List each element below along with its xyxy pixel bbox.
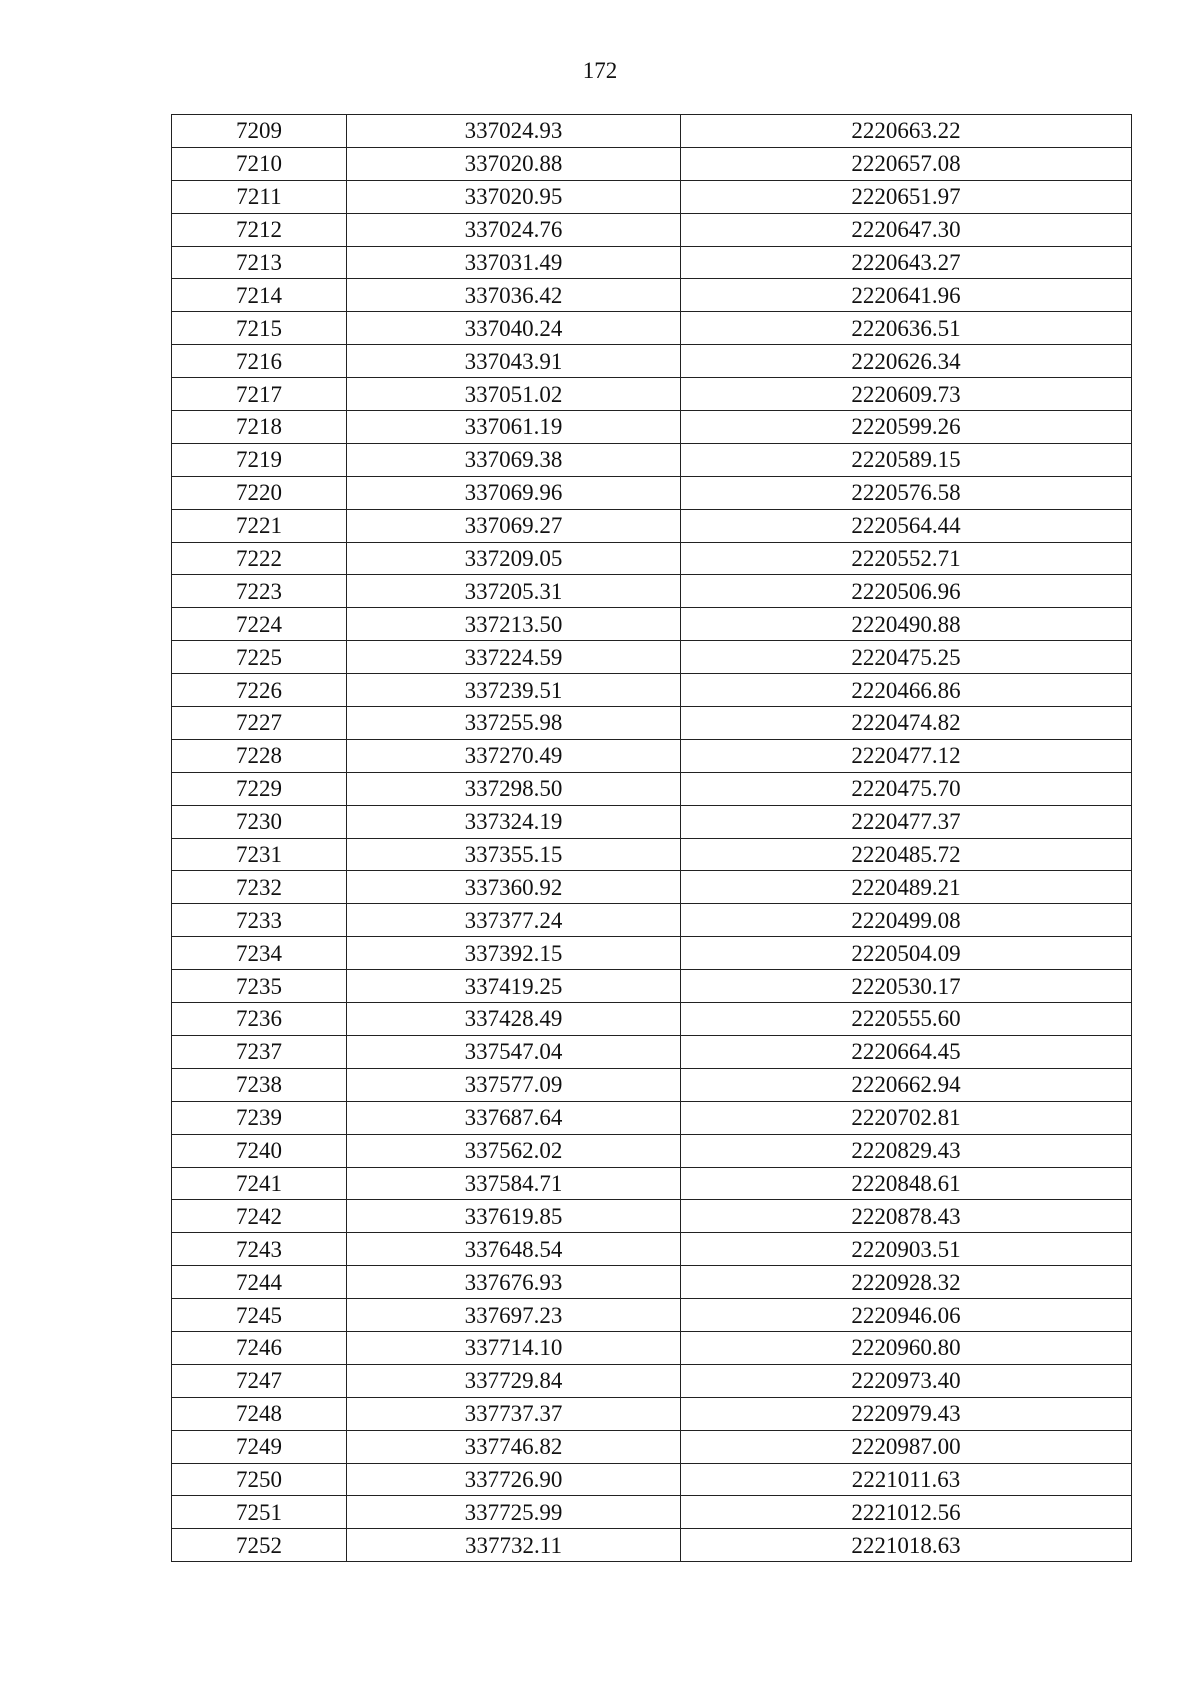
point-number-cell: 7216 (172, 345, 347, 378)
table-row (172, 1529, 1132, 1562)
x-coordinate-cell: 337224.59 (347, 641, 681, 674)
x-coordinate-cell: 337547.04 (347, 1035, 681, 1068)
table-row (172, 1134, 1132, 1167)
y-coordinate-cell: 2220477.37 (681, 805, 1132, 838)
x-coordinate-cell: 337036.42 (347, 279, 681, 312)
point-number-cell: 7250 (172, 1463, 347, 1496)
point-number-cell: 7227 (172, 707, 347, 740)
x-coordinate-cell: 337031.49 (347, 246, 681, 279)
table-row (172, 312, 1132, 345)
point-number-cell: 7246 (172, 1331, 347, 1364)
point-number-cell: 7215 (172, 312, 347, 345)
y-coordinate-cell: 2220647.30 (681, 213, 1132, 246)
table-row (172, 575, 1132, 608)
y-coordinate-cell: 2220829.43 (681, 1134, 1132, 1167)
y-coordinate-cell: 2220530.17 (681, 970, 1132, 1003)
x-coordinate-cell: 337725.99 (347, 1496, 681, 1529)
y-coordinate-cell: 2220664.45 (681, 1035, 1132, 1068)
table-row (172, 378, 1132, 411)
point-number-cell: 7226 (172, 674, 347, 707)
x-coordinate-cell: 337069.96 (347, 476, 681, 509)
table-row (172, 871, 1132, 904)
x-coordinate-cell: 337043.91 (347, 345, 681, 378)
point-number-cell: 7221 (172, 509, 347, 542)
x-coordinate-cell: 337024.93 (347, 115, 681, 148)
point-number-cell: 7241 (172, 1167, 347, 1200)
y-coordinate-cell: 2220928.32 (681, 1266, 1132, 1299)
x-coordinate-cell: 337270.49 (347, 739, 681, 772)
y-coordinate-cell: 2221011.63 (681, 1463, 1132, 1496)
point-number-cell: 7234 (172, 937, 347, 970)
x-coordinate-cell: 337061.19 (347, 411, 681, 444)
table-row (172, 443, 1132, 476)
table-row (172, 1463, 1132, 1496)
table-row (172, 1397, 1132, 1430)
table-row (172, 1200, 1132, 1233)
point-number-cell: 7217 (172, 378, 347, 411)
point-number-cell: 7230 (172, 805, 347, 838)
table-row (172, 608, 1132, 641)
y-coordinate-cell: 2220477.12 (681, 739, 1132, 772)
point-number-cell: 7219 (172, 443, 347, 476)
x-coordinate-cell: 337648.54 (347, 1233, 681, 1266)
point-number-cell: 7238 (172, 1068, 347, 1101)
y-coordinate-cell: 2220466.86 (681, 674, 1132, 707)
table-row (172, 1430, 1132, 1463)
y-coordinate-cell: 2220506.96 (681, 575, 1132, 608)
table-row (172, 1003, 1132, 1036)
table-row (172, 1364, 1132, 1397)
x-coordinate-cell: 337377.24 (347, 904, 681, 937)
point-number-cell: 7211 (172, 180, 347, 213)
y-coordinate-cell: 2220657.08 (681, 147, 1132, 180)
x-coordinate-cell: 337360.92 (347, 871, 681, 904)
x-coordinate-cell: 337732.11 (347, 1529, 681, 1562)
point-number-cell: 7245 (172, 1299, 347, 1332)
point-number-cell: 7214 (172, 279, 347, 312)
x-coordinate-cell: 337577.09 (347, 1068, 681, 1101)
y-coordinate-cell: 2220576.58 (681, 476, 1132, 509)
y-coordinate-cell: 2220987.00 (681, 1430, 1132, 1463)
point-number-cell: 7240 (172, 1134, 347, 1167)
y-coordinate-cell: 2220475.25 (681, 641, 1132, 674)
y-coordinate-cell: 2220504.09 (681, 937, 1132, 970)
table-row (172, 279, 1132, 312)
x-coordinate-cell: 337255.98 (347, 707, 681, 740)
table-row (172, 838, 1132, 871)
y-coordinate-cell: 2220626.34 (681, 345, 1132, 378)
point-number-cell: 7232 (172, 871, 347, 904)
y-coordinate-cell: 2220946.06 (681, 1299, 1132, 1332)
y-coordinate-cell: 2220903.51 (681, 1233, 1132, 1266)
page-number: 172 (582, 58, 618, 83)
table-row (172, 115, 1132, 148)
point-number-cell: 7210 (172, 147, 347, 180)
table-row (172, 937, 1132, 970)
x-coordinate-cell: 337020.88 (347, 147, 681, 180)
coordinates-table (171, 114, 1132, 1562)
y-coordinate-cell: 2220979.43 (681, 1397, 1132, 1430)
point-number-cell: 7236 (172, 1003, 347, 1036)
y-coordinate-cell: 2220960.80 (681, 1331, 1132, 1364)
x-coordinate-cell: 337020.95 (347, 180, 681, 213)
point-number-cell: 7212 (172, 213, 347, 246)
y-coordinate-cell: 2220702.81 (681, 1101, 1132, 1134)
point-number-cell: 7239 (172, 1101, 347, 1134)
point-number-cell: 7237 (172, 1035, 347, 1068)
point-number-cell: 7233 (172, 904, 347, 937)
point-number-cell: 7228 (172, 739, 347, 772)
table-row (172, 1299, 1132, 1332)
table-row (172, 772, 1132, 805)
x-coordinate-cell: 337746.82 (347, 1430, 681, 1463)
point-number-cell: 7229 (172, 772, 347, 805)
table-row (172, 147, 1132, 180)
table-row (172, 1068, 1132, 1101)
x-coordinate-cell: 337687.64 (347, 1101, 681, 1134)
x-coordinate-cell: 337737.37 (347, 1397, 681, 1430)
y-coordinate-cell: 2220499.08 (681, 904, 1132, 937)
point-number-cell: 7225 (172, 641, 347, 674)
x-coordinate-cell: 337729.84 (347, 1364, 681, 1397)
point-number-cell: 7224 (172, 608, 347, 641)
table-row (172, 1266, 1132, 1299)
table-row (172, 739, 1132, 772)
x-coordinate-cell: 337676.93 (347, 1266, 681, 1299)
table-row (172, 1233, 1132, 1266)
point-number-cell: 7251 (172, 1496, 347, 1529)
x-coordinate-cell: 337069.38 (347, 443, 681, 476)
x-coordinate-cell: 337726.90 (347, 1463, 681, 1496)
table-row (172, 345, 1132, 378)
y-coordinate-cell: 2220552.71 (681, 542, 1132, 575)
table-row (172, 674, 1132, 707)
y-coordinate-cell: 2220878.43 (681, 1200, 1132, 1233)
y-coordinate-cell: 2220662.94 (681, 1068, 1132, 1101)
table-row (172, 641, 1132, 674)
point-number-cell: 7220 (172, 476, 347, 509)
table-row (172, 542, 1132, 575)
x-coordinate-cell: 337213.50 (347, 608, 681, 641)
point-number-cell: 7247 (172, 1364, 347, 1397)
y-coordinate-cell: 2220651.97 (681, 180, 1132, 213)
point-number-cell: 7213 (172, 246, 347, 279)
y-coordinate-cell: 2220564.44 (681, 509, 1132, 542)
x-coordinate-cell: 337209.05 (347, 542, 681, 575)
table-row (172, 904, 1132, 937)
table-row (172, 970, 1132, 1003)
y-coordinate-cell: 2220475.70 (681, 772, 1132, 805)
table-row (172, 411, 1132, 444)
table-row (172, 1167, 1132, 1200)
x-coordinate-cell: 337619.85 (347, 1200, 681, 1233)
point-number-cell: 7209 (172, 115, 347, 148)
x-coordinate-cell: 337024.76 (347, 213, 681, 246)
x-coordinate-cell: 337428.49 (347, 1003, 681, 1036)
y-coordinate-cell: 2220643.27 (681, 246, 1132, 279)
x-coordinate-cell: 337040.24 (347, 312, 681, 345)
x-coordinate-cell: 337205.31 (347, 575, 681, 608)
y-coordinate-cell: 2220474.82 (681, 707, 1132, 740)
x-coordinate-cell: 337697.23 (347, 1299, 681, 1332)
table-row (172, 805, 1132, 838)
y-coordinate-cell: 2220973.40 (681, 1364, 1132, 1397)
y-coordinate-cell: 2220555.60 (681, 1003, 1132, 1036)
y-coordinate-cell: 2220663.22 (681, 115, 1132, 148)
table-row (172, 1496, 1132, 1529)
coordinates-table-body (172, 115, 1132, 1562)
y-coordinate-cell: 2221012.56 (681, 1496, 1132, 1529)
x-coordinate-cell: 337355.15 (347, 838, 681, 871)
y-coordinate-cell: 2220848.61 (681, 1167, 1132, 1200)
x-coordinate-cell: 337324.19 (347, 805, 681, 838)
point-number-cell: 7248 (172, 1397, 347, 1430)
x-coordinate-cell: 337392.15 (347, 937, 681, 970)
y-coordinate-cell: 2220609.73 (681, 378, 1132, 411)
table-row (172, 1035, 1132, 1068)
table-row (172, 1331, 1132, 1364)
point-number-cell: 7252 (172, 1529, 347, 1562)
point-number-cell: 7242 (172, 1200, 347, 1233)
point-number-cell: 7249 (172, 1430, 347, 1463)
y-coordinate-cell: 2220589.15 (681, 443, 1132, 476)
y-coordinate-cell: 2220485.72 (681, 838, 1132, 871)
x-coordinate-cell: 337298.50 (347, 772, 681, 805)
y-coordinate-cell: 2220636.51 (681, 312, 1132, 345)
y-coordinate-cell: 2220599.26 (681, 411, 1132, 444)
table-row (172, 180, 1132, 213)
point-number-cell: 7231 (172, 838, 347, 871)
y-coordinate-cell: 2220490.88 (681, 608, 1132, 641)
table-row (172, 1101, 1132, 1134)
table-row (172, 246, 1132, 279)
point-number-cell: 7222 (172, 542, 347, 575)
x-coordinate-cell: 337562.02 (347, 1134, 681, 1167)
x-coordinate-cell: 337419.25 (347, 970, 681, 1003)
point-number-cell: 7223 (172, 575, 347, 608)
point-number-cell: 7244 (172, 1266, 347, 1299)
x-coordinate-cell: 337051.02 (347, 378, 681, 411)
y-coordinate-cell: 2220641.96 (681, 279, 1132, 312)
x-coordinate-cell: 337239.51 (347, 674, 681, 707)
x-coordinate-cell: 337584.71 (347, 1167, 681, 1200)
x-coordinate-cell: 337714.10 (347, 1331, 681, 1364)
x-coordinate-cell: 337069.27 (347, 509, 681, 542)
point-number-cell: 7235 (172, 970, 347, 1003)
y-coordinate-cell: 2221018.63 (681, 1529, 1132, 1562)
y-coordinate-cell: 2220489.21 (681, 871, 1132, 904)
table-row (172, 509, 1132, 542)
point-number-cell: 7218 (172, 411, 347, 444)
table-row (172, 707, 1132, 740)
table-row (172, 476, 1132, 509)
point-number-cell: 7243 (172, 1233, 347, 1266)
table-row (172, 213, 1132, 246)
